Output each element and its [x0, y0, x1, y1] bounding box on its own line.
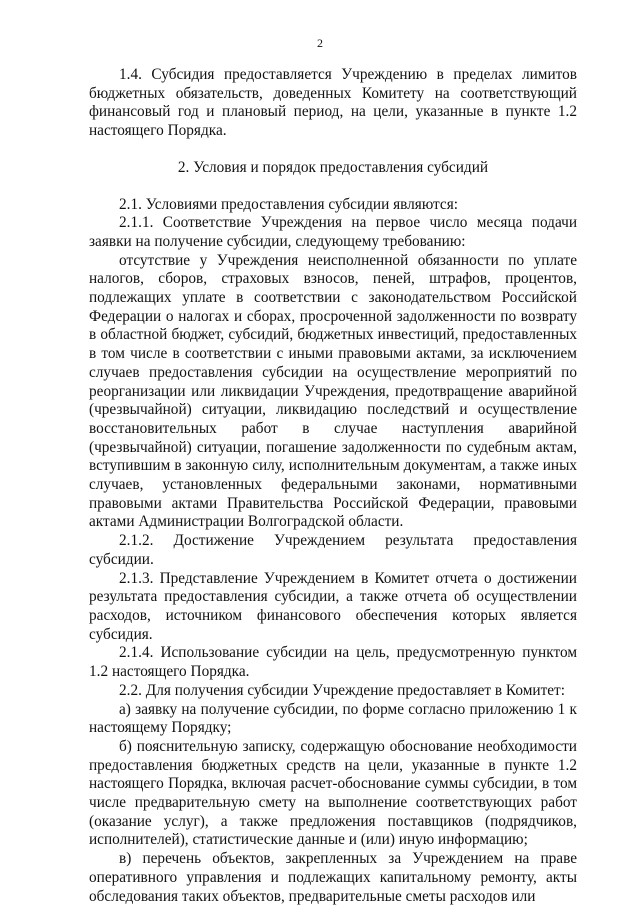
- paragraph-2-1-1-requirement: отсутствие у Учреждения неисполненной обязанности по уплате налогов, сборов, страховых взносов, пеней, штрафов, процентов, подлежащих уплате в соответствии с законодательством Российской Федерации о налогах и сборах, просроченной задолженности по возврату в областной бюджет, субсидий, бюджетных инвестиций, предоставленных в том числе в соответствии с иными правовыми актами, за исключением случаев предоставления субсидии на осуществление мероприятий по реорганизации или ликвидации Учреждения, предотвращение аварийной (чрезвычайной) ситуации, ликвидацию последствий и осуществление восстановительных работ в случае наступления аварийной (чрезвычайной) ситуации, погашение задолженности по судебным актам, вступившим в законную силу, исполнительным документам, а также иных случаев, установленных федеральными законами, нормативными правовыми актами Правительства Российской Федерации, правовыми актами Администрации Волгоградской области.: [89, 251, 577, 531]
- paragraph-2-1: 2.1. Условиями предоставления субсидии являются:: [119, 195, 459, 213]
- paragraph-2-1-2: 2.1.2. Достижение Учреждением результата предоставления субсидии.: [89, 532, 577, 568]
- paragraph-2-2: 2.2. Для получения субсидии Учреждение предоставляет в Комитет:: [119, 681, 565, 699]
- document-body: [89, 66, 577, 906]
- paragraph-2-2-b: б) пояснительную записку, содержащую обоснование необходимости предоставления бюджетных средств на цели, указанные в пункте 1.2 настоящего Порядка, включая расчет-обоснование суммы субсидии, в том числе предварительную смету на выполнение соответствующих работ (оказание услуг), а также предложения поставщиков (подрядчиков, исполнителей), статистические данные и (или) иную информацию;: [89, 737, 577, 849]
- paragraph-2-1-1: 2.1.1. Соответствие Учреждения на первое число месяца подачи заявки на получение субсидии, следующему требованию:: [89, 214, 577, 250]
- paragraph-2-2-a: а) заявку на получение субсидии, по форме согласно приложению 1 к настоящему Порядку;: [89, 700, 577, 737]
- page-number: 2: [317, 36, 323, 50]
- paragraph-2-1-4: 2.1.4. Использование субсидии на цель, предусмотренную пунктом 1.2 настоящего Порядка.: [89, 644, 577, 681]
- paragraph-2-2-v: в) перечень объектов, закрепленных за Учреждением на праве оперативного управления и подлежащих капитальному ремонту, акты обследования таких объектов, предварительные сметы расходов или: [89, 850, 577, 905]
- paragraph-1-4: 1.4. Субсидия предоставляется Учреждению в пределах лимитов бюджетных обязательств, доведенных Комитету на соответствующий финансовый год и плановый период, на цели, указанные в пункте 1.2 настоящего Порядка.: [89, 66, 577, 140]
- paragraph-2-1-3: 2.1.3. Представление Учреждением в Комитет отчета о достижении результата предоставления субсидии, а также отчета об осуществлении расходов, источником финансового обеспечения которых является субсидия.: [89, 569, 577, 643]
- section-heading-2: 2. Условия и порядок предоставления субсидий: [177, 158, 489, 176]
